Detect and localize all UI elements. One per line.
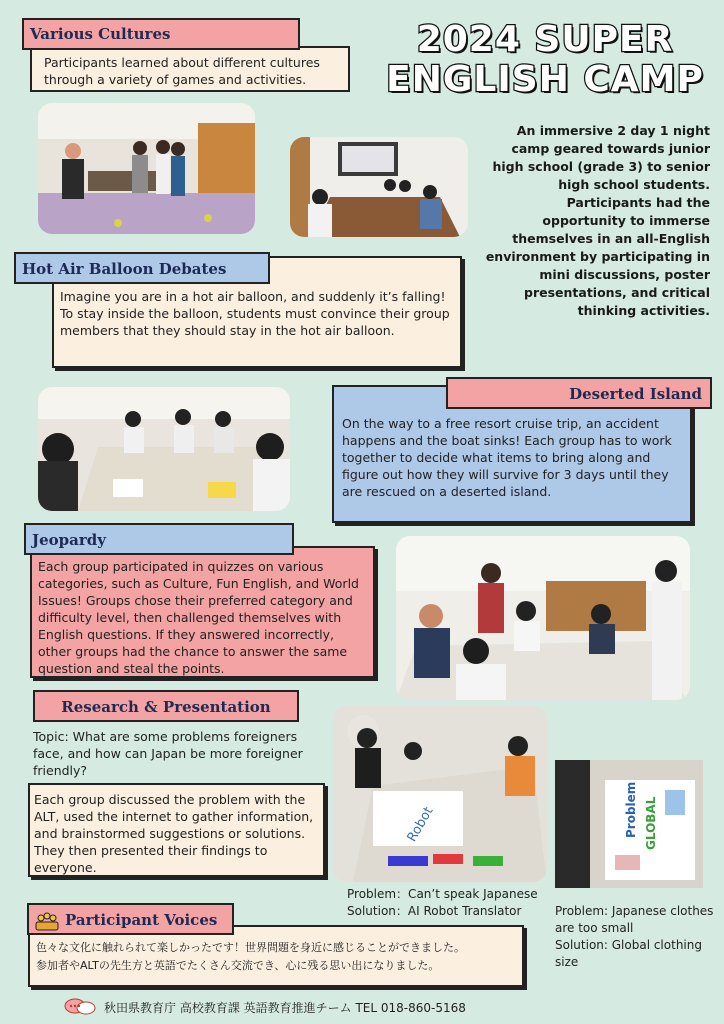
hot-air-balloon-heading: Hot Air Balloon Debates bbox=[14, 252, 270, 284]
photo-global-poster bbox=[555, 760, 703, 888]
poster-word-problem: Problem bbox=[624, 781, 638, 838]
page-title bbox=[380, 20, 710, 100]
various-cultures-box bbox=[30, 46, 350, 92]
poster-word-robot: Robot bbox=[404, 804, 437, 845]
speech-bubbles-icon bbox=[64, 997, 96, 1017]
various-cultures-heading: Various Cultures bbox=[22, 18, 300, 50]
people-group-icon bbox=[35, 911, 59, 931]
caption-1-problem: Problem：Can’t speak Japanese bbox=[347, 887, 538, 901]
caption-global-clothing bbox=[555, 903, 715, 971]
photo-classroom-tables bbox=[290, 137, 468, 237]
photo-various-cultures-game bbox=[38, 103, 255, 234]
photo-jeopardy-game bbox=[396, 536, 690, 700]
voices-line-2: 参加者やALTの先生方と英語でたくさん交流でき、心に残る思い出になりました。 bbox=[36, 959, 440, 972]
footer bbox=[64, 996, 504, 1018]
voices-heading-tab bbox=[27, 903, 234, 935]
research-box bbox=[28, 783, 325, 877]
poster-word-global: GLOBAL bbox=[644, 796, 658, 850]
caption-1-solution: Solution：AI Robot Translator bbox=[347, 904, 522, 918]
photo-poster-making bbox=[333, 706, 547, 882]
footer-contact: 秋田県教育庁 高校教育課 英語教育推進チーム TEL 018-860-5168 bbox=[104, 1000, 466, 1015]
caption-2-solution: Solution: Global clothing size bbox=[555, 938, 702, 969]
caption-robot-translator bbox=[347, 886, 557, 920]
research-topic: Topic: What are some problems foreigners face, and how can Japan be more foreigner friendly? bbox=[33, 729, 303, 778]
title-line-1: 2024 SUPER bbox=[416, 19, 674, 60]
voices-heading: Participant Voices bbox=[65, 911, 218, 929]
research-text: Each group discussed the problem with the ALT, used the internet to gather information, and brainstormed suggestions or solutions. They then presented their findings to everyone. bbox=[34, 792, 314, 875]
jeopardy-heading: Jeopardy bbox=[24, 523, 294, 555]
voices-line-1: 色々な文化に触れられて楽しかったです！世界問題を身近に感じることができました。 bbox=[36, 941, 465, 954]
title-line-2: ENGLISH CAMP bbox=[386, 59, 704, 100]
research-heading: Research & Presentation bbox=[33, 690, 299, 722]
various-cultures-text: Participants learned about different cultures through a variety of games and activities. bbox=[44, 55, 320, 87]
deserted-island-heading: Deserted Island bbox=[446, 377, 712, 409]
jeopardy-text: Each group participated in quizzes on various categories, such as Culture, Fun English, and World Issues! Groups chose their preferred category and difficulty level, then challenged themselves with English questions. If they answered incorrectly, other groups had the chance to answer the same question and steal the points. bbox=[38, 559, 359, 676]
hot-air-balloon-text: Imagine you are in a hot air balloon, and suddenly it’s falling! To stay inside the balloon, students must convince their group members that they should stay in the hot air balloon. bbox=[60, 289, 450, 338]
photo-group-discussion bbox=[38, 387, 290, 511]
intro-text: An immersive 2 day 1 night camp geared towards junior high school (grade 3) to senior high school students. Participants had the opportunity to immerse themselves in an all-English environment by participating in mini discussions, poster presentations, and critical thinking activities. bbox=[485, 123, 710, 318]
jeopardy-box bbox=[30, 546, 375, 678]
deserted-island-text: On the way to a free resort cruise trip, an accident happens and the boat sinks! Each group has to work together to decide what items to bring along and figure out how they will survive for 3 days until they are rescued on a deserted island. bbox=[342, 416, 672, 499]
caption-2-problem: Problem: Japanese clothes are too small bbox=[555, 904, 714, 935]
